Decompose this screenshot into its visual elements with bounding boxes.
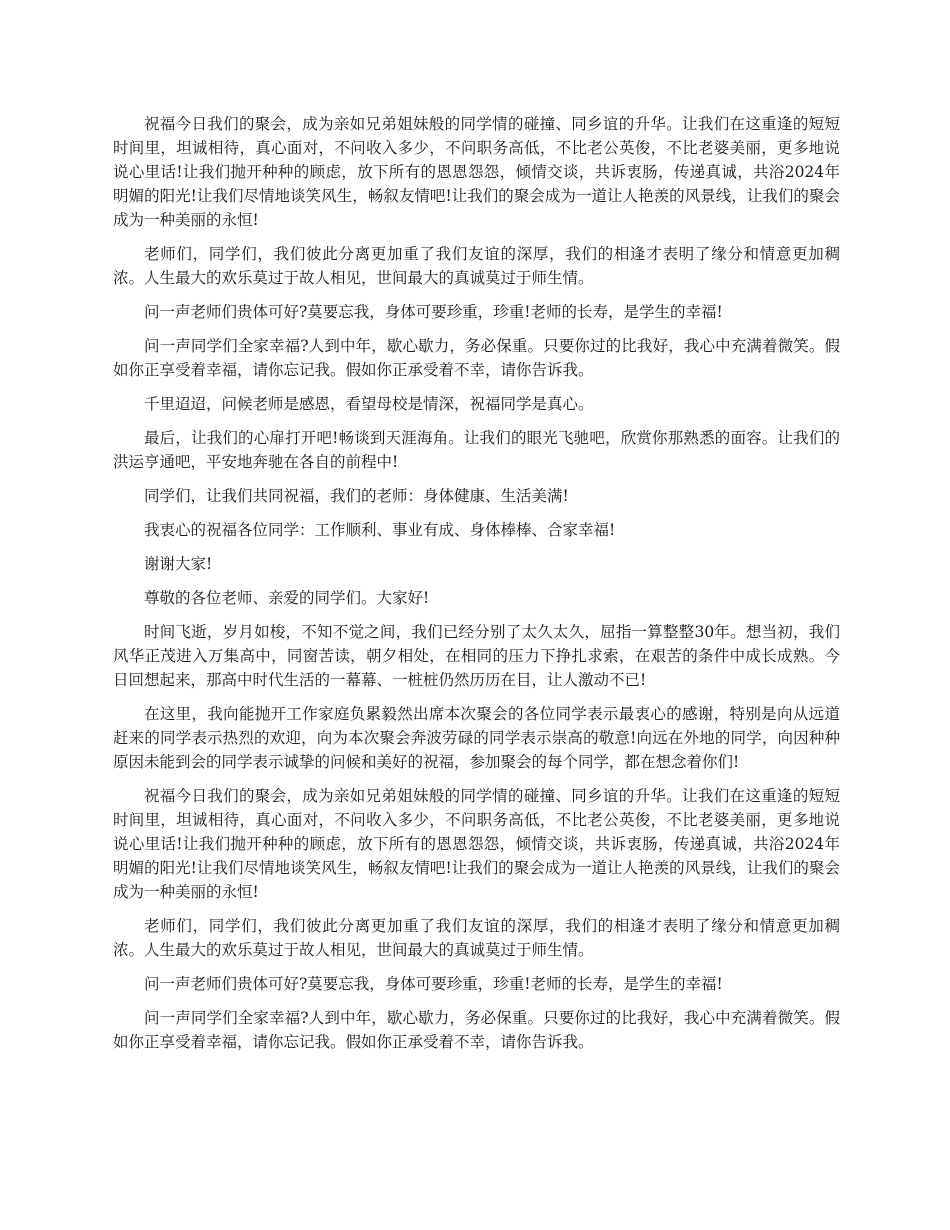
paragraph: 我衷心的祝福各位同学：工作顺利、事业有成、身体棒棒、合家幸福! [144, 521, 616, 539]
paragraph: 时间飞逝，岁月如梭，不知不觉之间，我们已经分别了太久太久，屈指一算整整30年。想当初，我们风华正茂进入万集高中，同窗苦读，朝夕相处，在相同的压力下挣扎求索，在艰苦的条件中成长成熟。今日回想起来，那高中时代生活的一幕幕、一桩桩仍然历历在目，让人激动不已! [113, 623, 840, 689]
document-body [113, 112, 840, 1064]
paragraph: 千里迢迢，问候老师是感恩，看望母校是情深，祝福同学是真心。 [144, 395, 594, 413]
paragraph: 问一声老师们贵体可好?莫要忘我，身体可要珍重，珍重!老师的长寿，是学生的幸福! [144, 303, 723, 321]
paragraph: 问一声老师们贵体可好?莫要忘我，身体可要珍重，珍重!老师的长寿，是学生的幸福! [144, 975, 723, 993]
paragraph: 老师们，同学们，我们彼此分离更加重了我们友谊的深厚，我们的相逢才表明了缘分和情意更加稠浓。人生最大的欢乐莫过于故人相见，世间最大的真诚莫过于师生情。 [113, 245, 840, 287]
paragraph: 问一声同学们全家幸福?人到中年，歇心歇力，务必保重。只要你过的比我好，我心中充满着微笑。假如你正享受着幸福，请你忘记我。假如你正承受着不幸，请你告诉我。 [113, 1009, 840, 1051]
paragraph: 同学们，让我们共同祝福，我们的老师：身体健康、生活美满! [144, 487, 569, 505]
paragraph: 祝福今日我们的聚会，成为亲如兄弟姐妹般的同学情的碰撞、同乡谊的升华。让我们在这重逢的短短时间里，坦诚相待，真心面对，不问收入多少，不问职务高低，不比老公英俊，不比老婆美丽，更多地说说心里话!让我们抛开种种的顾虑，放下所有的恩恩怨怨，倾情交谈，共诉衷肠，传递真诚，共浴2024年明媚的阳光!让我们尽情地谈笑风生，畅叙友情吧!让我们的聚会成为一道让人艳羡的风景线，让我们的聚会成为一种美丽的永恒! [113, 787, 840, 901]
paragraph: 在这里，我向能抛开工作家庭负累毅然出席本次聚会的各位同学表示最衷心的感谢，特别是向从远道赶来的同学表示热烈的欢迎，向为本次聚会奔波劳碌的同学表示崇高的敬意!向远在外地的同学，向因种种原因未能到会的同学表示诚挚的问候和美好的祝福，参加聚会的每个同学，都在想念着你们! [113, 705, 840, 771]
paragraph: 尊敬的各位老师、亲爱的同学们。大家好! [144, 589, 430, 607]
paragraph: 问一声同学们全家幸福?人到中年，歇心歇力，务必保重。只要你过的比我好，我心中充满着微笑。假如你正享受着幸福，请你忘记我。假如你正承受着不幸，请你告诉我。 [113, 337, 840, 379]
paragraph: 最后，让我们的心扉打开吧!畅谈到天涯海角。让我们的眼光飞驰吧，欣赏你那熟悉的面容。让我们的洪运亨通吧，平安地奔驰在各自的前程中! [113, 429, 840, 471]
paragraph: 老师们，同学们，我们彼此分离更加重了我们友谊的深厚，我们的相逢才表明了缘分和情意更加稠浓。人生最大的欢乐莫过于故人相见，世间最大的真诚莫过于师生情。 [113, 917, 840, 959]
paragraph: 谢谢大家! [144, 555, 213, 573]
paragraph: 祝福今日我们的聚会，成为亲如兄弟姐妹般的同学情的碰撞、同乡谊的升华。让我们在这重逢的短短时间里，坦诚相待，真心面对，不问收入多少，不问职务高低，不比老公英俊，不比老婆美丽，更多地说说心里话!让我们抛开种种的顾虑，放下所有的恩恩怨怨，倾情交谈，共诉衷肠，传递真诚，共浴2024年明媚的阳光!让我们尽情地谈笑风生，畅叙友情吧!让我们的聚会成为一道让人艳羡的风景线，让我们的聚会成为一种美丽的永恒! [113, 115, 840, 229]
